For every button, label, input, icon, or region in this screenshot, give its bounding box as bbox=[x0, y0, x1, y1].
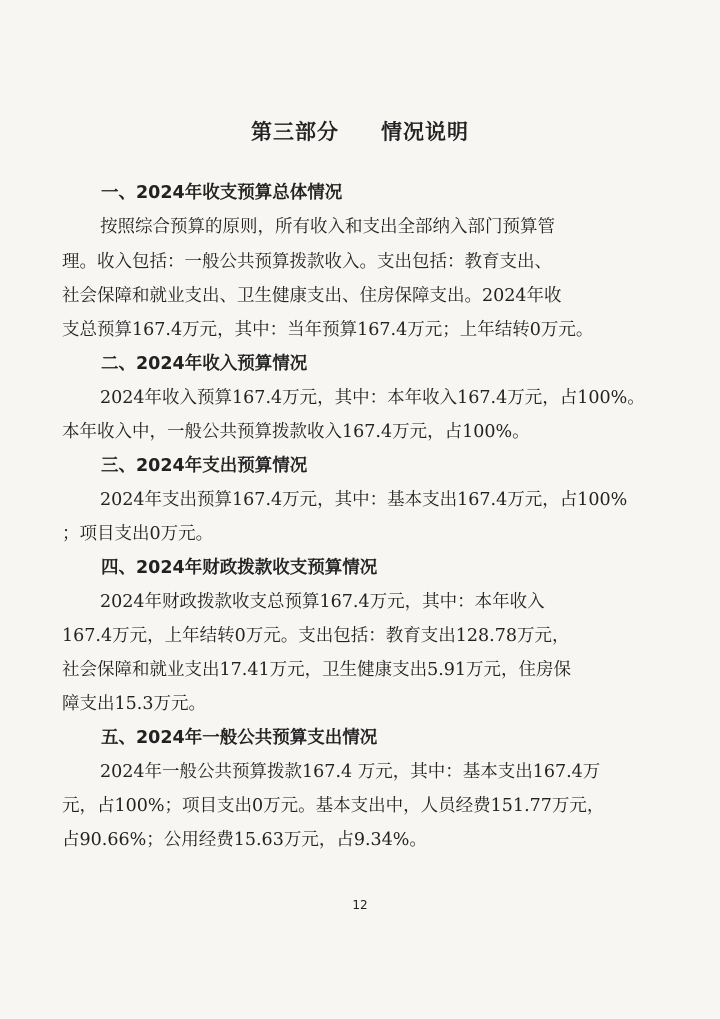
section-heading: 一、2024年收支预算总体情况 bbox=[101, 183, 343, 203]
paragraph-line: 元，占100%；项目支出0万元。基本支出中，人员经费151.77万元， bbox=[62, 796, 605, 816]
paragraph-line: 本年收入中，一般公共预算拨款收入167.4万元，占100%。 bbox=[62, 422, 530, 442]
paragraph-line: 2024年财政拨款收支总预算167.4万元，其中：本年收入 bbox=[100, 592, 545, 612]
section-heading: 四、2024年财政拨款收支预算情况 bbox=[101, 558, 378, 578]
title-name: 情况说明 bbox=[381, 120, 469, 144]
paragraph-line: ；项目支出0万元。 bbox=[62, 524, 214, 544]
title-part: 第三部分 bbox=[251, 120, 339, 144]
paragraph-line: 占90.66%；公用经费15.63万元，占9.34%。 bbox=[62, 830, 427, 850]
paragraph-line: 2024年支出预算167.4万元，其中：基本支出167.4万元，占100% bbox=[100, 490, 628, 510]
paragraph-line: 2024年一般公共预算拨款167.4 万元，其中：基本支出167.4万 bbox=[100, 762, 601, 782]
paragraph-line: 理。收入包括：一般公共预算拨款收入。支出包括：教育支出、 bbox=[62, 252, 552, 272]
paragraph-line: 按照综合预算的原则，所有收入和支出全部纳入部门预算管 bbox=[100, 217, 555, 237]
section-heading: 三、2024年支出预算情况 bbox=[101, 456, 308, 476]
page-number: 12 bbox=[352, 898, 368, 912]
paragraph-line: 社会保障和就业支出17.41万元，卫生健康支出5.91万元，住房保 bbox=[62, 660, 572, 680]
paragraph-line: 障支出15.3万元。 bbox=[62, 694, 206, 714]
paragraph-line: 社会保障和就业支出、卫生健康支出、住房保障支出。2024年收 bbox=[62, 286, 562, 306]
section-heading: 五、2024年一般公共预算支出情况 bbox=[101, 728, 378, 748]
paragraph-line: 167.4万元，上年结转0万元。支出包括：教育支出128.78万元， bbox=[62, 626, 570, 646]
page-title bbox=[0, 116, 720, 146]
paragraph-line: 2024年收入预算167.4万元，其中：本年收入167.4万元，占100%。 bbox=[100, 388, 645, 408]
paragraph-line: 支总预算167.4万元，其中：当年预算167.4万元；上年结转0万元。 bbox=[62, 320, 594, 340]
section-heading: 二、2024年收入预算情况 bbox=[101, 354, 308, 374]
